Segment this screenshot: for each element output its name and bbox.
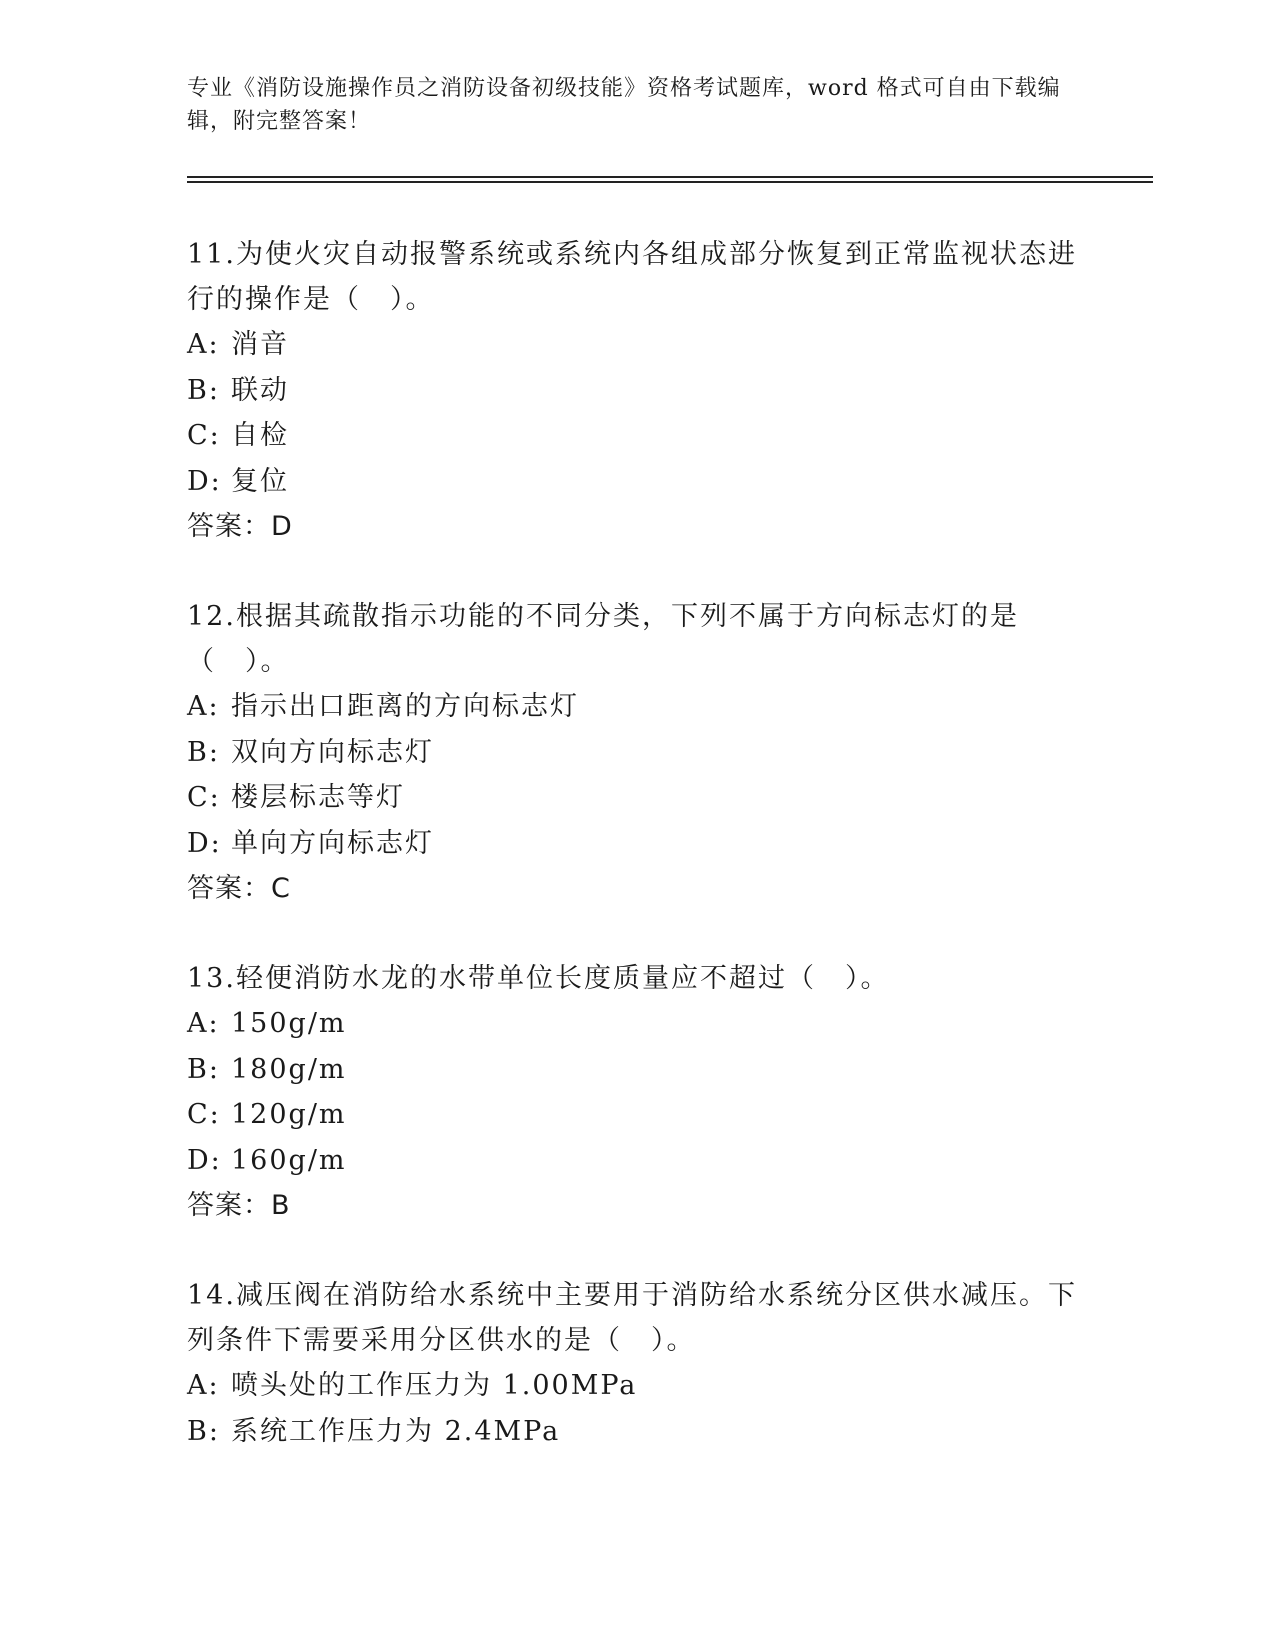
option-a [187, 1001, 1087, 1047]
option-text: 150g/m [231, 1008, 347, 1039]
option-text: 单向方向标志灯 [231, 827, 434, 859]
option-letter: C: [187, 782, 221, 813]
question-14 [187, 1273, 1087, 1454]
option-text: 指示出口距离的方向标志灯 [231, 691, 579, 722]
option-letter: A: [187, 329, 220, 360]
option-text: 双向方向标志灯 [231, 736, 434, 768]
option-letter: D: [187, 465, 222, 497]
option-b [187, 368, 1087, 414]
option-letter: B: [187, 1415, 220, 1447]
header-divider-bottom [187, 181, 1153, 183]
answer-line: 答案：D [187, 511, 293, 542]
option-text: 喷头处的工作压力为 1.00MPa [231, 1370, 638, 1401]
question-stem: 14.减压阀在消防给水系统中主要用于消防给水系统分区供水减压。下列条件下需要采用分区供水的是（ ）。 [187, 1280, 1077, 1356]
option-letter: C: [187, 420, 221, 451]
option-text: 楼层标志等灯 [231, 782, 405, 813]
answer-line: 答案：C [187, 873, 291, 904]
question-list [187, 232, 1087, 1498]
option-text: 消音 [231, 329, 289, 360]
option-b [187, 730, 1087, 776]
document-header-note: 专业《消防设施操作员之消防设备初级技能》资格考试题库，word 格式可自由下载编辑，附完整答案！ [187, 76, 1061, 134]
option-letter: B: [187, 1053, 220, 1085]
question-12 [187, 594, 1087, 912]
option-b [187, 1047, 1087, 1093]
option-letter: D: [187, 1144, 222, 1176]
option-letter: B: [187, 374, 220, 406]
question-stem: 12.根据其疏散指示功能的不同分类，下列不属于方向标志灯的是（ ）。 [187, 601, 1019, 677]
option-letter: D: [187, 827, 222, 859]
option-text: 自检 [231, 420, 289, 451]
question-13 [187, 956, 1087, 1229]
option-text: 联动 [231, 374, 289, 406]
answer-line: 答案：B [187, 1190, 291, 1221]
option-letter: A: [187, 1370, 220, 1401]
option-d [187, 1138, 1087, 1184]
option-a [187, 684, 1087, 730]
option-letter: A: [187, 1008, 220, 1039]
option-text: 系统工作压力为 2.4MPa [231, 1415, 561, 1447]
option-text: 120g/m [231, 1099, 347, 1130]
option-b [187, 1409, 1087, 1455]
option-letter: C: [187, 1099, 221, 1130]
header-divider-top [187, 176, 1153, 178]
question-11 [187, 232, 1087, 550]
option-a [187, 322, 1087, 368]
option-letter: A: [187, 691, 220, 722]
question-stem: 11.为使火灾自动报警系统或系统内各组成部分恢复到正常监视状态进行的操作是（ ）。 [187, 239, 1077, 315]
option-text: 复位 [231, 465, 289, 497]
option-d [187, 459, 1087, 505]
question-stem: 13.轻便消防水龙的水带单位长度质量应不超过（ ）。 [187, 963, 890, 994]
option-c [187, 775, 1087, 821]
option-c [187, 1092, 1087, 1138]
option-letter: B: [187, 736, 220, 768]
option-c [187, 413, 1087, 459]
option-a [187, 1363, 1087, 1409]
option-d [187, 821, 1087, 867]
option-text: 180g/m [231, 1053, 347, 1085]
option-text: 160g/m [231, 1144, 347, 1176]
